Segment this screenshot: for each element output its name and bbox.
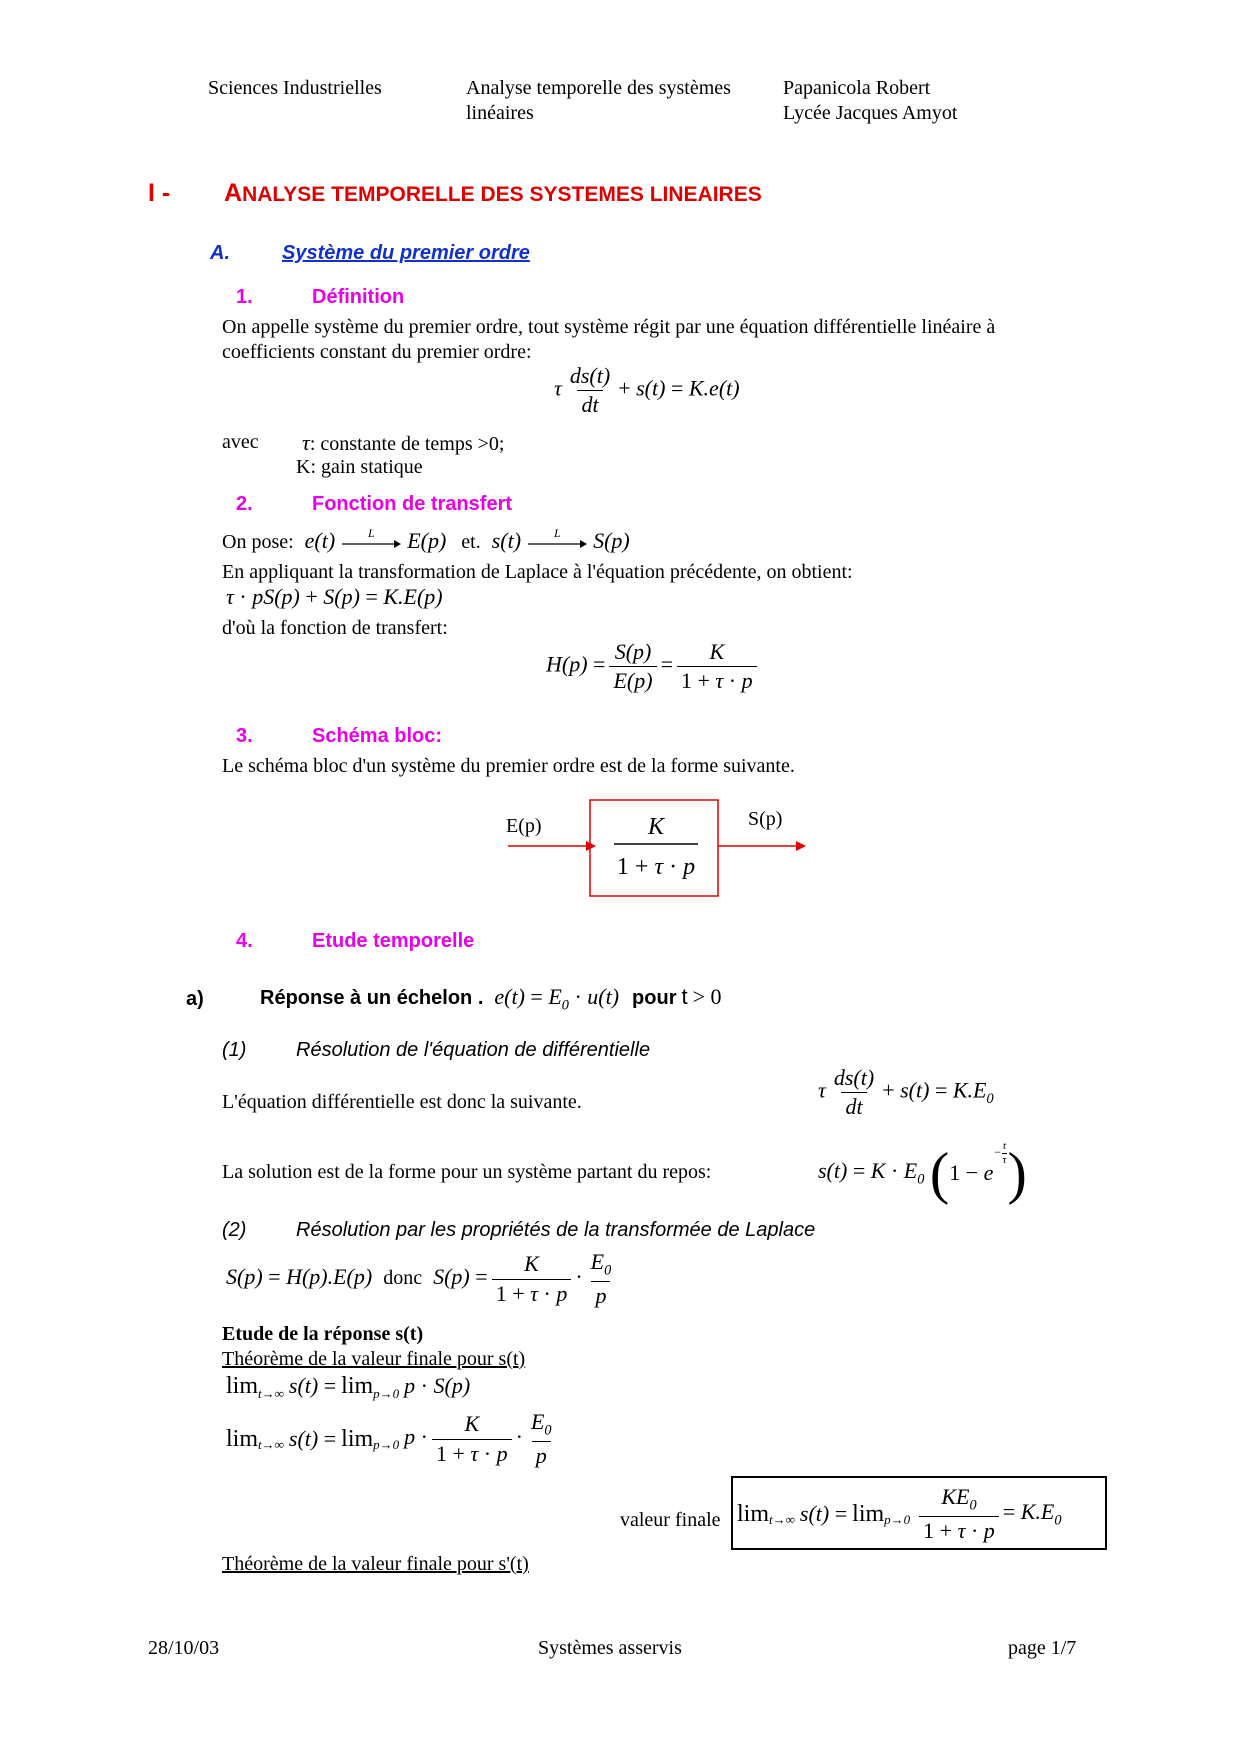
s4-title: Etude temporelle [312,930,475,952]
eq-diff-step: τ $\frac{ds(t)}{dt}$ + $s(t) = K.E_0$ [818,1065,994,1120]
sub2-title: Résolution par les propriétés de la transformée de Laplace [296,1219,816,1241]
laplace-arrow-icon [340,528,402,552]
equation-first-order: τ $\frac{ds(t)}{dt}$ + s(t) = K.e(t) [554,363,740,418]
theorem2-title: Théorème de la valeur finale pour s'(t) [222,1553,529,1575]
footer-center: Systèmes asservis [538,1637,682,1659]
limit-equation-1: $\lim_{t\to\infty} s(t) = \lim_{p\to 0} p \cdot S(p)$ [226,1373,471,1401]
theorem1-title: Théorème de la valeur finale pour s(t) [222,1348,526,1370]
s2-number: 2. [236,493,253,515]
section-number: I - [148,179,171,207]
solution-text: La solution est de la forme pour un système partant du repos: [222,1161,712,1183]
etude-title: Etude de la réponse s(t) [222,1323,424,1345]
svg-text:K: K [647,814,665,840]
subsection-title: Système du premier ordre [282,242,530,264]
footer-date: 28/10/03 [148,1637,220,1659]
s1-number: 1. [236,286,253,308]
step-title: Réponse à un échelon . $e(t) = E_0 \cdot u(t)$ pour t > 0 [260,984,722,1014]
s1-paragraph-line1: On appelle système du premier ordre, tout système régit par une équation différentielle linéaire à [222,316,996,338]
tau-definition: τ: constante de temps >0; [302,430,505,455]
header-right-line2: Lycée Jacques Amyot [783,102,958,124]
header-left: Sciences Industrielles [208,77,382,99]
s3-title: Schéma bloc: [312,725,443,747]
svg-text:1 + τ · p: 1 + τ · p [616,854,696,880]
avec-label: avec [222,431,259,453]
s1-paragraph-line2: coefficients constant du premier ordre: [222,341,532,363]
sub2-number: (2) [222,1219,247,1241]
step-label: a) [186,988,204,1010]
laplace-arrow-icon [526,528,588,552]
solution-equation: $s(t) = K \cdot E_0$ ($1 - e^{- \frac{t}{\tau}}$ ) [818,1140,1027,1206]
transfer-function: H(p) = $\frac{S(p)}{E(p)}$ = $\frac{K}{1 + \tau \cdot p}$ [546,640,761,693]
eq-diff-text: L'équation différentielle est donc la suivante. [222,1091,582,1113]
header-center-line1: Analyse temporelle des systèmes [466,77,731,99]
laplace-response: S(p) = H(p).E(p) donc S(p) = $\frac{K}{1 + \tau \cdot p}$ · $\frac{E_0}{p}$ [226,1249,612,1309]
k-definition: K: gain statique [296,456,423,478]
block-output-label: S(p) [748,808,783,830]
s1-title: Définition [312,286,405,308]
laplace-pose-line: On pose: e(t) L E(p) et. s(t) L S(p) [222,528,630,553]
laplace-equation: τ · pS(p) + S(p) = K.E(p) [226,584,443,609]
input-arrowhead-icon [586,841,596,851]
s2-title: Fonction de transfert [312,493,513,515]
sub1-number: (1) [222,1039,247,1061]
svg-text:L: L [554,528,561,540]
footer-page: page 1/7 [1008,1637,1077,1659]
output-arrowhead-icon [796,841,806,851]
s4-number: 4. [236,930,253,952]
s3-paragraph: Le schéma bloc d'un système du premier ordre est de la forme suivante. [222,755,795,777]
header-center-line2: linéaires [466,102,534,124]
s2-paragraph: En appliquant la transformation de Laplace à l'équation précédente, on obtient: [222,561,853,583]
s2-paragraph-2: d'où la fonction de transfert: [222,617,448,639]
block-input-label: E(p) [506,815,542,837]
section-title: ANALYSE TEMPORELLE DES SYSTEMES LINEAIRES [224,179,762,207]
sub1-title: Résolution de l'équation de différentielle [296,1039,651,1061]
s3-number: 3. [236,725,253,747]
final-value-box: $\lim_{t\to\infty} s(t) = \lim_{p\to 0}$ $\frac{KE_0}{1 + \tau \cdot p}$ = $K.E_0$ [731,1476,1107,1550]
block-diagram [500,790,820,900]
valeur-finale-label: valeur finale [620,1509,721,1531]
subsection-letter: A. [210,242,230,264]
header-right-line1: Papanicola Robert [783,77,931,99]
limit-equation-2: $\lim_{t\to\infty} s(t) = \lim_{p\to 0} p$ · $\frac{K}{1 + \tau \cdot p}$ · $\frac{E_0}{p}$ [226,1409,552,1469]
svg-text:L: L [368,528,375,540]
